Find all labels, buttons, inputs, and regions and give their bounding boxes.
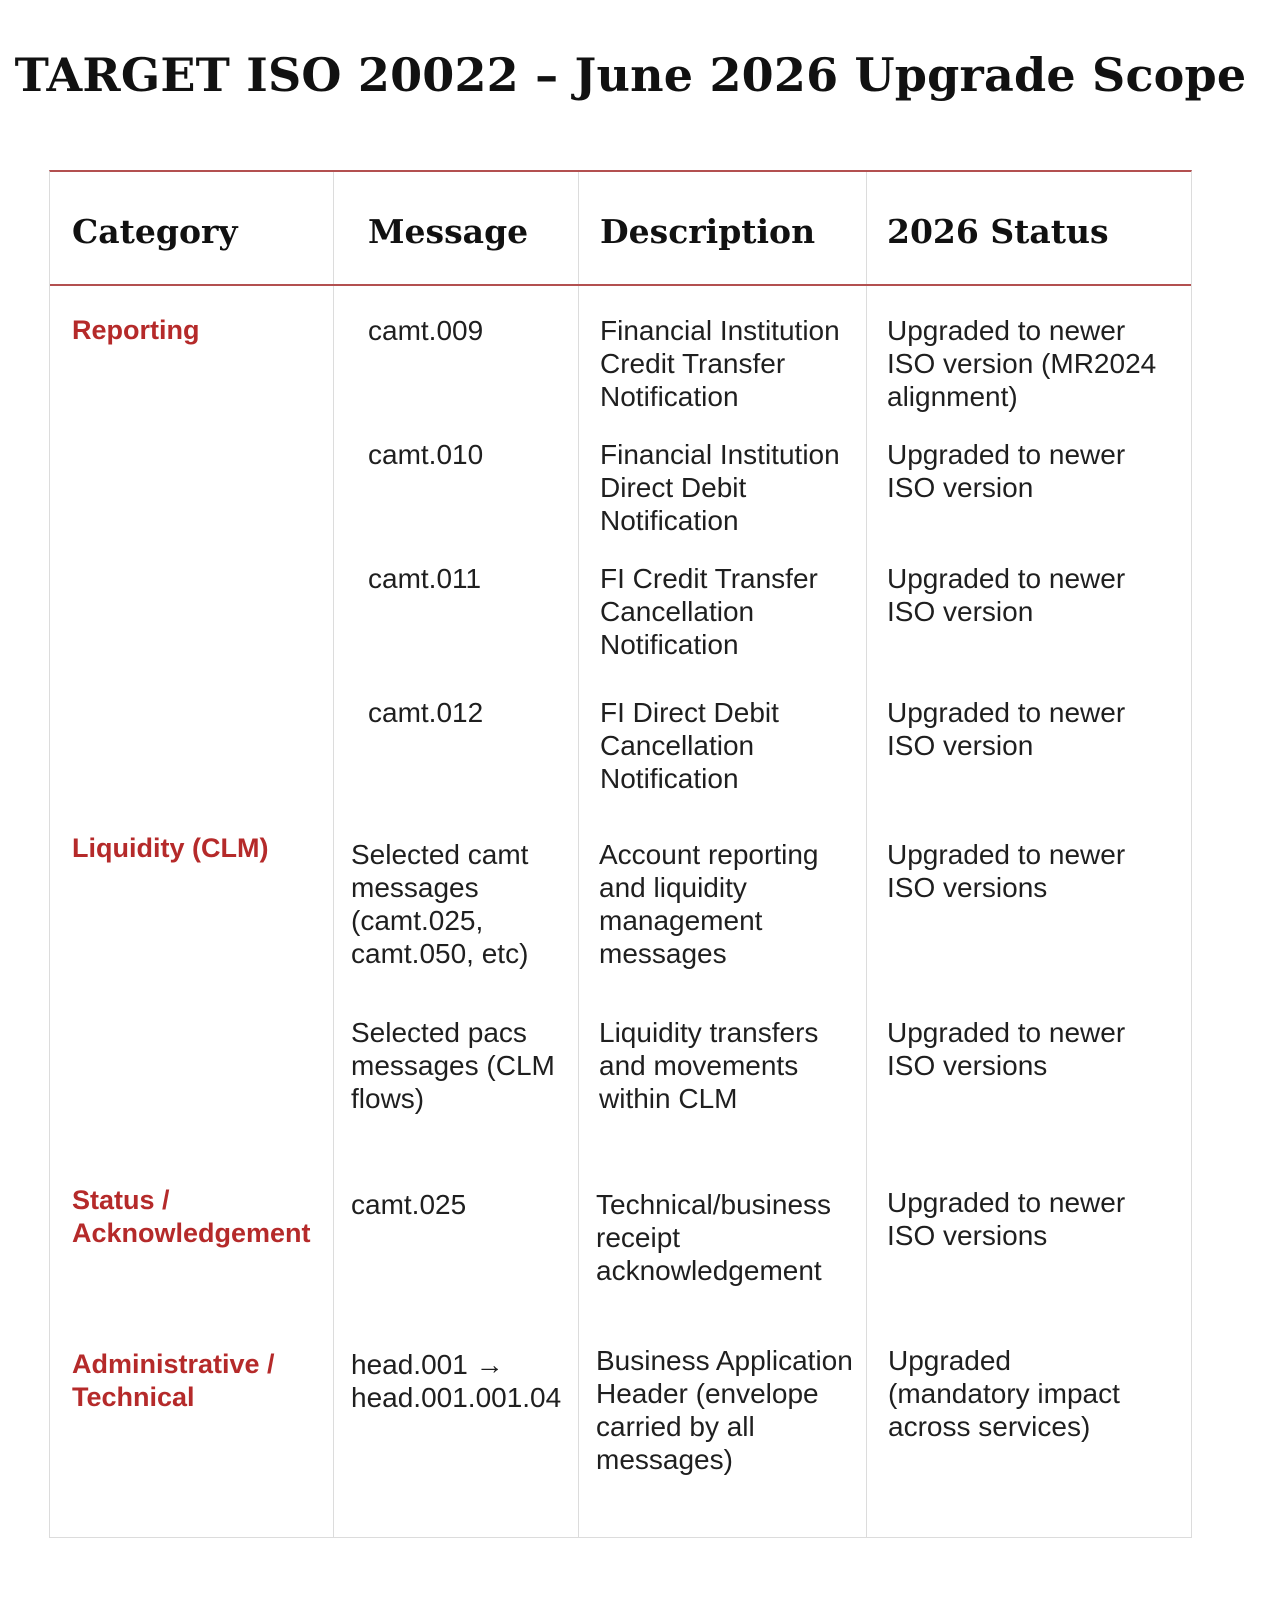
message-cell: Selected pacs messages (CLM flows)	[351, 1017, 555, 1114]
status-cell: Upgraded to newer ISO version	[887, 439, 1126, 503]
column-divider	[333, 172, 334, 1537]
status-cell: Upgraded to newer ISO versions	[887, 1017, 1126, 1081]
status-cell: Upgraded to newer ISO version (MR2024 alignment)	[887, 315, 1157, 412]
category-administrative-technical: Administrative / Technical	[72, 1349, 275, 1412]
description-cell: Technical/business receipt acknowledgement	[596, 1189, 832, 1286]
description-cell: Liquidity transfers and movements within CLM	[599, 1017, 819, 1114]
column-divider	[866, 172, 867, 1537]
header-rule	[50, 284, 1191, 286]
description-cell: Financial Institution Credit Transfer Notification	[600, 315, 840, 412]
category-liquidity: Liquidity (CLM)	[72, 833, 269, 863]
message-cell: camt.011	[368, 563, 482, 594]
message-cell: camt.010	[368, 439, 484, 470]
description-cell: Business Application Header (envelope carried by all messages)	[596, 1345, 853, 1475]
message-cell: camt.012	[368, 697, 484, 728]
status-cell: Upgraded (mandatory impact across services)	[888, 1345, 1120, 1442]
description-cell: FI Credit Transfer Cancellation Notification	[600, 563, 818, 660]
header-message: Message	[368, 212, 529, 251]
category-status-acknowledgement: Status / Acknowledgement	[72, 1185, 311, 1248]
message-cell: camt.009	[368, 315, 484, 346]
page-title: TARGET ISO 20022 – June 2026 Upgrade Scope	[14, 48, 1247, 102]
status-cell: Upgraded to newer ISO version	[887, 697, 1126, 761]
message-cell: Selected camt messages (camt.025, camt.050, etc)	[351, 839, 529, 969]
column-divider	[578, 172, 579, 1537]
header-category: Category	[72, 212, 238, 251]
status-cell: Upgraded to newer ISO versions	[887, 839, 1126, 903]
upgrade-scope-table	[49, 170, 1192, 1538]
message-cell: camt.025	[351, 1189, 467, 1220]
description-cell: Financial Institution Direct Debit Notification	[600, 439, 840, 536]
description-cell: Account reporting and liquidity management messages	[599, 839, 819, 969]
description-cell: FI Direct Debit Cancellation Notification	[600, 697, 779, 794]
category-reporting: Reporting	[72, 315, 200, 345]
status-cell: Upgraded to newer ISO version	[887, 563, 1126, 627]
header-status: 2026 Status	[887, 212, 1109, 251]
message-cell: head.001 → head.001.001.04	[351, 1349, 562, 1413]
header-description: Description	[600, 212, 816, 251]
status-cell: Upgraded to newer ISO versions	[887, 1187, 1126, 1251]
